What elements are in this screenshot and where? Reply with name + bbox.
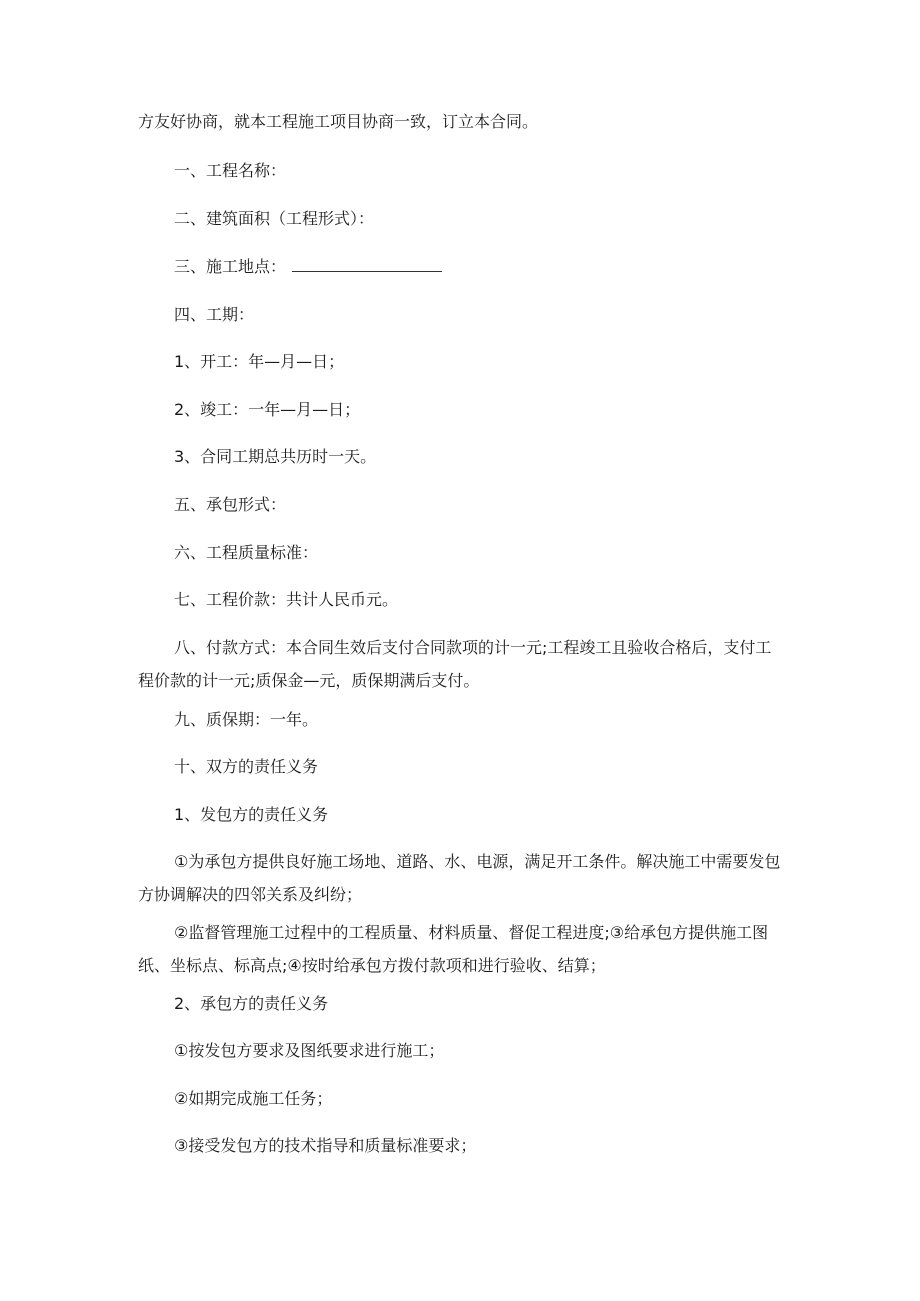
clause-duration: 四、工期： (174, 305, 255, 324)
clause-contractor-duty-b: ②如期完成施工任务； (174, 1089, 333, 1108)
clause-employer-duty-a: ①为承包方提供良好施工场地、道路、水、电源，满足开工条件。解决施工中需要发包方协调解决的四邻关系及纠纷； (138, 852, 781, 904)
clause-contractor-duty-c: ③接受发包方的技术指导和质量标准要求； (174, 1136, 477, 1155)
clause-total-duration: 3、合同工期总共历时一天。 (174, 447, 377, 466)
clause-warranty: 九、质保期：一年。 (174, 710, 319, 729)
clause-quality-standard: 六、工程质量标准： (174, 543, 319, 562)
blank-line (292, 257, 442, 272)
clause-start-date: 1、开工：年—月—日； (174, 352, 345, 371)
clause-completion-date: 2、竣工：一年—月—日； (174, 400, 361, 419)
clause-project-name: 一、工程名称： (174, 161, 287, 180)
clause-contractor-duty-a: ①按发包方要求及图纸要求进行施工； (174, 1041, 445, 1060)
clause-responsibilities: 十、双方的责任义务 (174, 757, 319, 776)
clause-construction-site-label: 三、施工地点： (174, 257, 287, 276)
clause-building-area: 二、建筑面积（工程形式）： (174, 209, 375, 228)
clause-employer-duty-b: ②监督管理施工过程中的工程质量、材料质量、督促工程进度;③给承包方提供施工图纸、坐标点、标高点;④按时给承包方拨付款项和进行验收、结算； (138, 923, 769, 975)
clause-payment: 八、付款方式：本合同生效后支付合同款项的计一元;工程竣工且验收合格后，支付工程价款的计一元;质保金—元，质保期满后支付。 (138, 638, 772, 690)
clause-contractor-duties: 2、承包方的责任义务 (174, 994, 329, 1013)
clause-contract-form: 五、承包形式： (174, 495, 287, 514)
intro-paragraph: 方友好协商，就本工程施工项目协商一致，订立本合同。 (138, 112, 539, 131)
clause-employer-duties: 1、发包方的责任义务 (174, 805, 329, 824)
clause-construction-site (138, 250, 783, 283)
clause-price: 七、工程价款：共计人民币元。 (174, 590, 399, 609)
